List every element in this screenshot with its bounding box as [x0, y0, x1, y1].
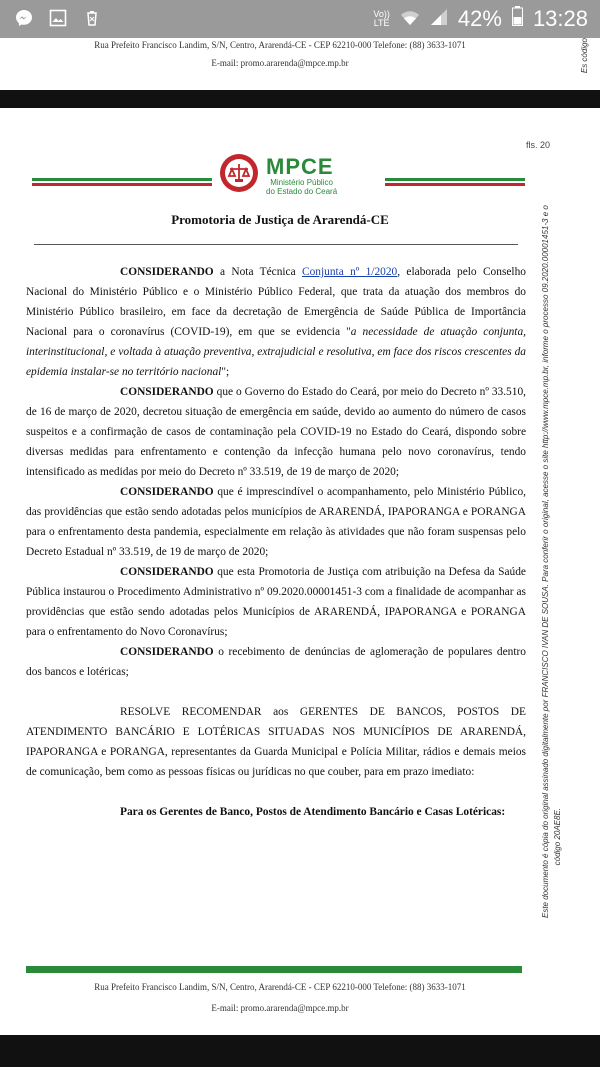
paragraph-5: CONSIDERANDO o recebimento de denúncias de aglomeração de populares dentro dos bancos e lotéricas;	[26, 646, 526, 678]
paragraph-4: CONSIDERANDO que esta Promotoria de Justiça com atribuição na Defesa da Saúde Pública instaurou o Procedimento Administrativo nº 09.2020.00001451-3 com a finalidade de acompanhar as providências que estão sendo adotadas pelos Municípios de ARARENDÁ, IPAPORANGA e PORANGA para o enfrentamento do Novo Coronavírus;	[26, 566, 526, 638]
logo-text: MPCE	[266, 153, 334, 179]
messenger-icon	[14, 8, 34, 28]
status-bar	[0, 0, 600, 38]
document-body	[26, 262, 526, 822]
page-number: fls. 20	[525, 140, 550, 150]
paragraph-1: CONSIDERANDO a Nota Técnica Conjunta nº 1/2020, elaborada pelo Conselho Nacional do Ministério Público e o Ministério Público Federal, que trata da atuação dos membros do Ministério Público brasileiro, em face da decretação de Emergência de Saúde Pública de Importância Nacional para o coronavírus (COVID-19), em que se evidencia "a necessidade de atuação conjunta, interinstitucional, e voltada à atuação preventiva, extrajudicial e resolutiva, em face dos riscos crescentes da epidemia instalar-se no território nacional";	[26, 266, 526, 378]
nota-tecnica-link[interactable]: Conjunta nº 1/2020	[301, 266, 398, 278]
side-authenticity-text: Este documento é cópia do original assinado digitalmente por FRANCISCO IVAN DE SOUSA. Para conferir o original, acesse o site http://www.mpce.mp.br, informe o processo 09.2020.00001451-3 e o	[541, 205, 550, 918]
paragraph-2: CONSIDERANDO que o Governo do Estado do Ceará, por meio do Decreto nº 33.510, de 16 de março de 2020, decretou situação de emergência em saúde, devido ao aumento do número de casos suspeitos e a confirmação de casos de contaminação pela COVID-19 no Estado do Ceará, dispondo sobre diversas medidas para enfrentamento e contenção da infecção humana pelo novo coronavírus, tendo intensificado as medidas por meio do Decreto nº 33.519, de 19 de março de 2020;	[26, 386, 526, 478]
paragraph-3: CONSIDERANDO que é imprescindível o acompanhamento, pelo Ministério Público, das providências que estão sendo adotadas pelos municípios de ARARENDÁ, IPAPORANGA e PORANGA para o enfrentamento desta pandemia, especialmente em relação às atividades que não foram suspensas pelo Decreto Estadual nº 33.519, de 19 de março de 2020;	[26, 486, 526, 558]
document-page	[0, 108, 600, 1035]
cleaner-icon	[82, 8, 102, 28]
page2-address: Rua Prefeito Francisco Landim, S/N, Centro, Ararendá-CE - CEP 62210-000 Telefone: (88) 3633-1071	[94, 982, 466, 992]
signal-icon	[430, 6, 448, 32]
network-indicator: Vo)) LTE	[373, 9, 390, 28]
paragraph-resolve: RESOLVE RECOMENDAR aos GERENTES DE BANCOS, POSTOS DE ATENDIMENTO BANCÁRIO E LOTÉRICAS SITUADAS NOS MUNICÍPIOS DE ARARENDÁ, IPAPORANGA e PORANGA, representantes da Guarda Municipal e Polícia Militar, rádios e demais meios de comunicação, bem como as pessoas físicas ou jurídicas no que couber, para em prazo imediato:	[26, 706, 526, 778]
mpce-logo	[218, 152, 337, 199]
wifi-icon	[400, 6, 420, 32]
mpce-emblem-icon	[218, 152, 260, 199]
promotoria-heading: Promotoria de Justiça de Ararendá-CE	[171, 212, 389, 227]
battery-icon	[512, 6, 523, 32]
page2-email: E-mail: promo.ararenda@mpce.mp.br	[211, 1003, 349, 1013]
logo-sub2: do Estado do Ceará	[266, 186, 338, 196]
clock: 13:28	[532, 6, 588, 31]
page1-email: E-mail: promo.ararenda@mpce.mp.br	[211, 58, 349, 68]
page1-address: Rua Prefeito Francisco Landim, S/N, Centro, Ararendá-CE - CEP 62210-000 Telefone: (88) 3633-1071	[94, 40, 466, 50]
image-icon	[48, 8, 68, 28]
header-stripe-right	[385, 178, 525, 186]
side-authenticity-code: código 20AE8E.	[553, 808, 562, 866]
page1-side-text: Es código	[580, 38, 589, 74]
footer-green-bar	[26, 966, 522, 973]
heading-rule	[34, 244, 518, 245]
battery-percent: 42%	[457, 6, 502, 31]
logo-sub1: Ministério Público	[270, 177, 333, 187]
paragraph-gerentes: Para os Gerentes de Banco, Postos de Atendimento Bancário e Casas Lotéricas:	[120, 806, 506, 818]
header-stripe-left	[32, 178, 212, 186]
previous-page-bottom	[0, 38, 600, 90]
